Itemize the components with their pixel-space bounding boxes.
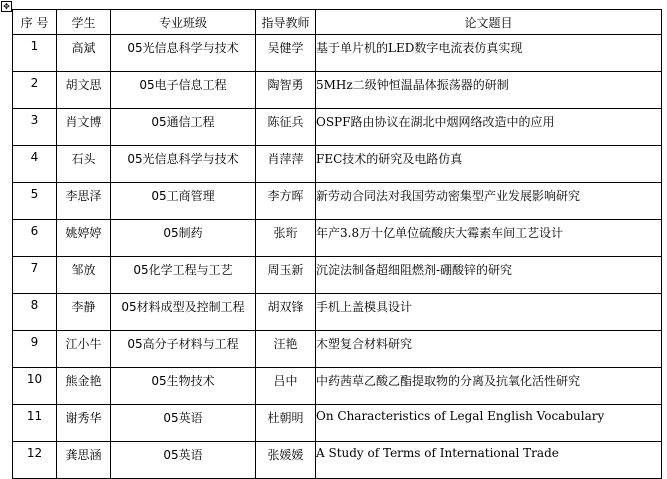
cell-thesis-title: OSPF路由协议在湖北中烟网络改造中的应用 [316, 109, 662, 146]
cell-index: 7 [13, 257, 57, 294]
cell-advisor: 吴健学 [256, 35, 316, 72]
header-row [13, 10, 662, 35]
cell-major-class: 05电子信息工程 [111, 72, 256, 109]
cell-thesis-title: 新劳动合同法对我国劳动密集型产业发展影响研究 [316, 183, 662, 220]
cell-advisor: 张珩 [256, 220, 316, 257]
header-thesis-title: 论文题目 [316, 10, 662, 35]
cell-index: 8 [13, 294, 57, 331]
header-advisor: 指导教师 [256, 10, 316, 35]
cell-advisor: 陶智勇 [256, 72, 316, 109]
table-row [13, 368, 662, 405]
cell-index: 12 [13, 442, 57, 479]
cell-advisor: 汪艳 [256, 331, 316, 368]
cell-thesis-title: On Characteristics of Legal English Vocabulary [316, 405, 662, 442]
table-row [13, 220, 662, 257]
cell-thesis-title: 沉淀法制备超细阻燃剂-硼酸锌的研究 [316, 257, 662, 294]
cell-student: 龚思涵 [57, 442, 111, 479]
cell-index: 2 [13, 72, 57, 109]
cell-student: 胡文思 [57, 72, 111, 109]
cell-student: 谢秀华 [57, 405, 111, 442]
cell-student: 熊金艳 [57, 368, 111, 405]
cell-advisor: 李方晖 [256, 183, 316, 220]
cell-advisor: 陈征兵 [256, 109, 316, 146]
cell-index: 3 [13, 109, 57, 146]
cell-student: 李思泽 [57, 183, 111, 220]
cell-thesis-title: 基于单片机的LED数字电流表仿真实现 [316, 35, 662, 72]
cell-advisor: 吕中 [256, 368, 316, 405]
cell-student: 肖文博 [57, 109, 111, 146]
cell-index: 11 [13, 405, 57, 442]
thesis-table [12, 9, 662, 479]
cell-thesis-title: 5MHz二级钟恒温晶体振荡器的研制 [316, 72, 662, 109]
table-row [13, 35, 662, 72]
cell-thesis-title: FEC技术的研究及电路仿真 [316, 146, 662, 183]
cell-index: 10 [13, 368, 57, 405]
cell-major-class: 05英语 [111, 442, 256, 479]
cell-major-class: 05材料成型及控制工程 [111, 294, 256, 331]
cell-major-class: 05光信息科学与技术 [111, 146, 256, 183]
cell-student: 江小牛 [57, 331, 111, 368]
cell-thesis-title: 中药茜草乙酸乙酯提取物的分离及抗氧化活性研究 [316, 368, 662, 405]
table-row [13, 257, 662, 294]
table-row [13, 442, 662, 479]
header-student: 学生 [57, 10, 111, 35]
cell-advisor: 杜朝明 [256, 405, 316, 442]
header-major-class: 专业班级 [111, 10, 256, 35]
cell-index: 1 [13, 35, 57, 72]
cell-major-class: 05通信工程 [111, 109, 256, 146]
cell-major-class: 05工商管理 [111, 183, 256, 220]
cell-thesis-title: 手机上盖模具设计 [316, 294, 662, 331]
cell-advisor: 张媛媛 [256, 442, 316, 479]
cell-advisor: 肖萍萍 [256, 146, 316, 183]
cell-thesis-title: A Study of Terms of International Trade [316, 442, 662, 479]
cell-student: 李静 [57, 294, 111, 331]
cell-index: 5 [13, 183, 57, 220]
cell-index: 4 [13, 146, 57, 183]
cell-thesis-title: 年产3.8万十亿单位硫酸庆大霉素车间工艺设计 [316, 220, 662, 257]
cell-index: 6 [13, 220, 57, 257]
table-row [13, 331, 662, 368]
cell-major-class: 05光信息科学与技术 [111, 35, 256, 72]
cell-student: 石头 [57, 146, 111, 183]
table-row [13, 72, 662, 109]
cell-thesis-title: 木塑复合材料研究 [316, 331, 662, 368]
cell-major-class: 05制药 [111, 220, 256, 257]
cell-major-class: 05高分子材料与工程 [111, 331, 256, 368]
cell-student: 邹放 [57, 257, 111, 294]
cell-major-class: 05英语 [111, 405, 256, 442]
cell-student: 姚婷婷 [57, 220, 111, 257]
table-row [13, 294, 662, 331]
cell-major-class: 05化学工程与工艺 [111, 257, 256, 294]
cell-advisor: 周玉新 [256, 257, 316, 294]
cell-major-class: 05生物技术 [111, 368, 256, 405]
cell-student: 高斌 [57, 35, 111, 72]
table-row [13, 183, 662, 220]
cell-index: 9 [13, 331, 57, 368]
table-row [13, 109, 662, 146]
table-row [13, 146, 662, 183]
table-row [13, 405, 662, 442]
cell-advisor: 胡双锋 [256, 294, 316, 331]
table-move-handle-icon[interactable]: ✥ [1, 1, 12, 12]
header-index: 序 号 [13, 10, 57, 35]
